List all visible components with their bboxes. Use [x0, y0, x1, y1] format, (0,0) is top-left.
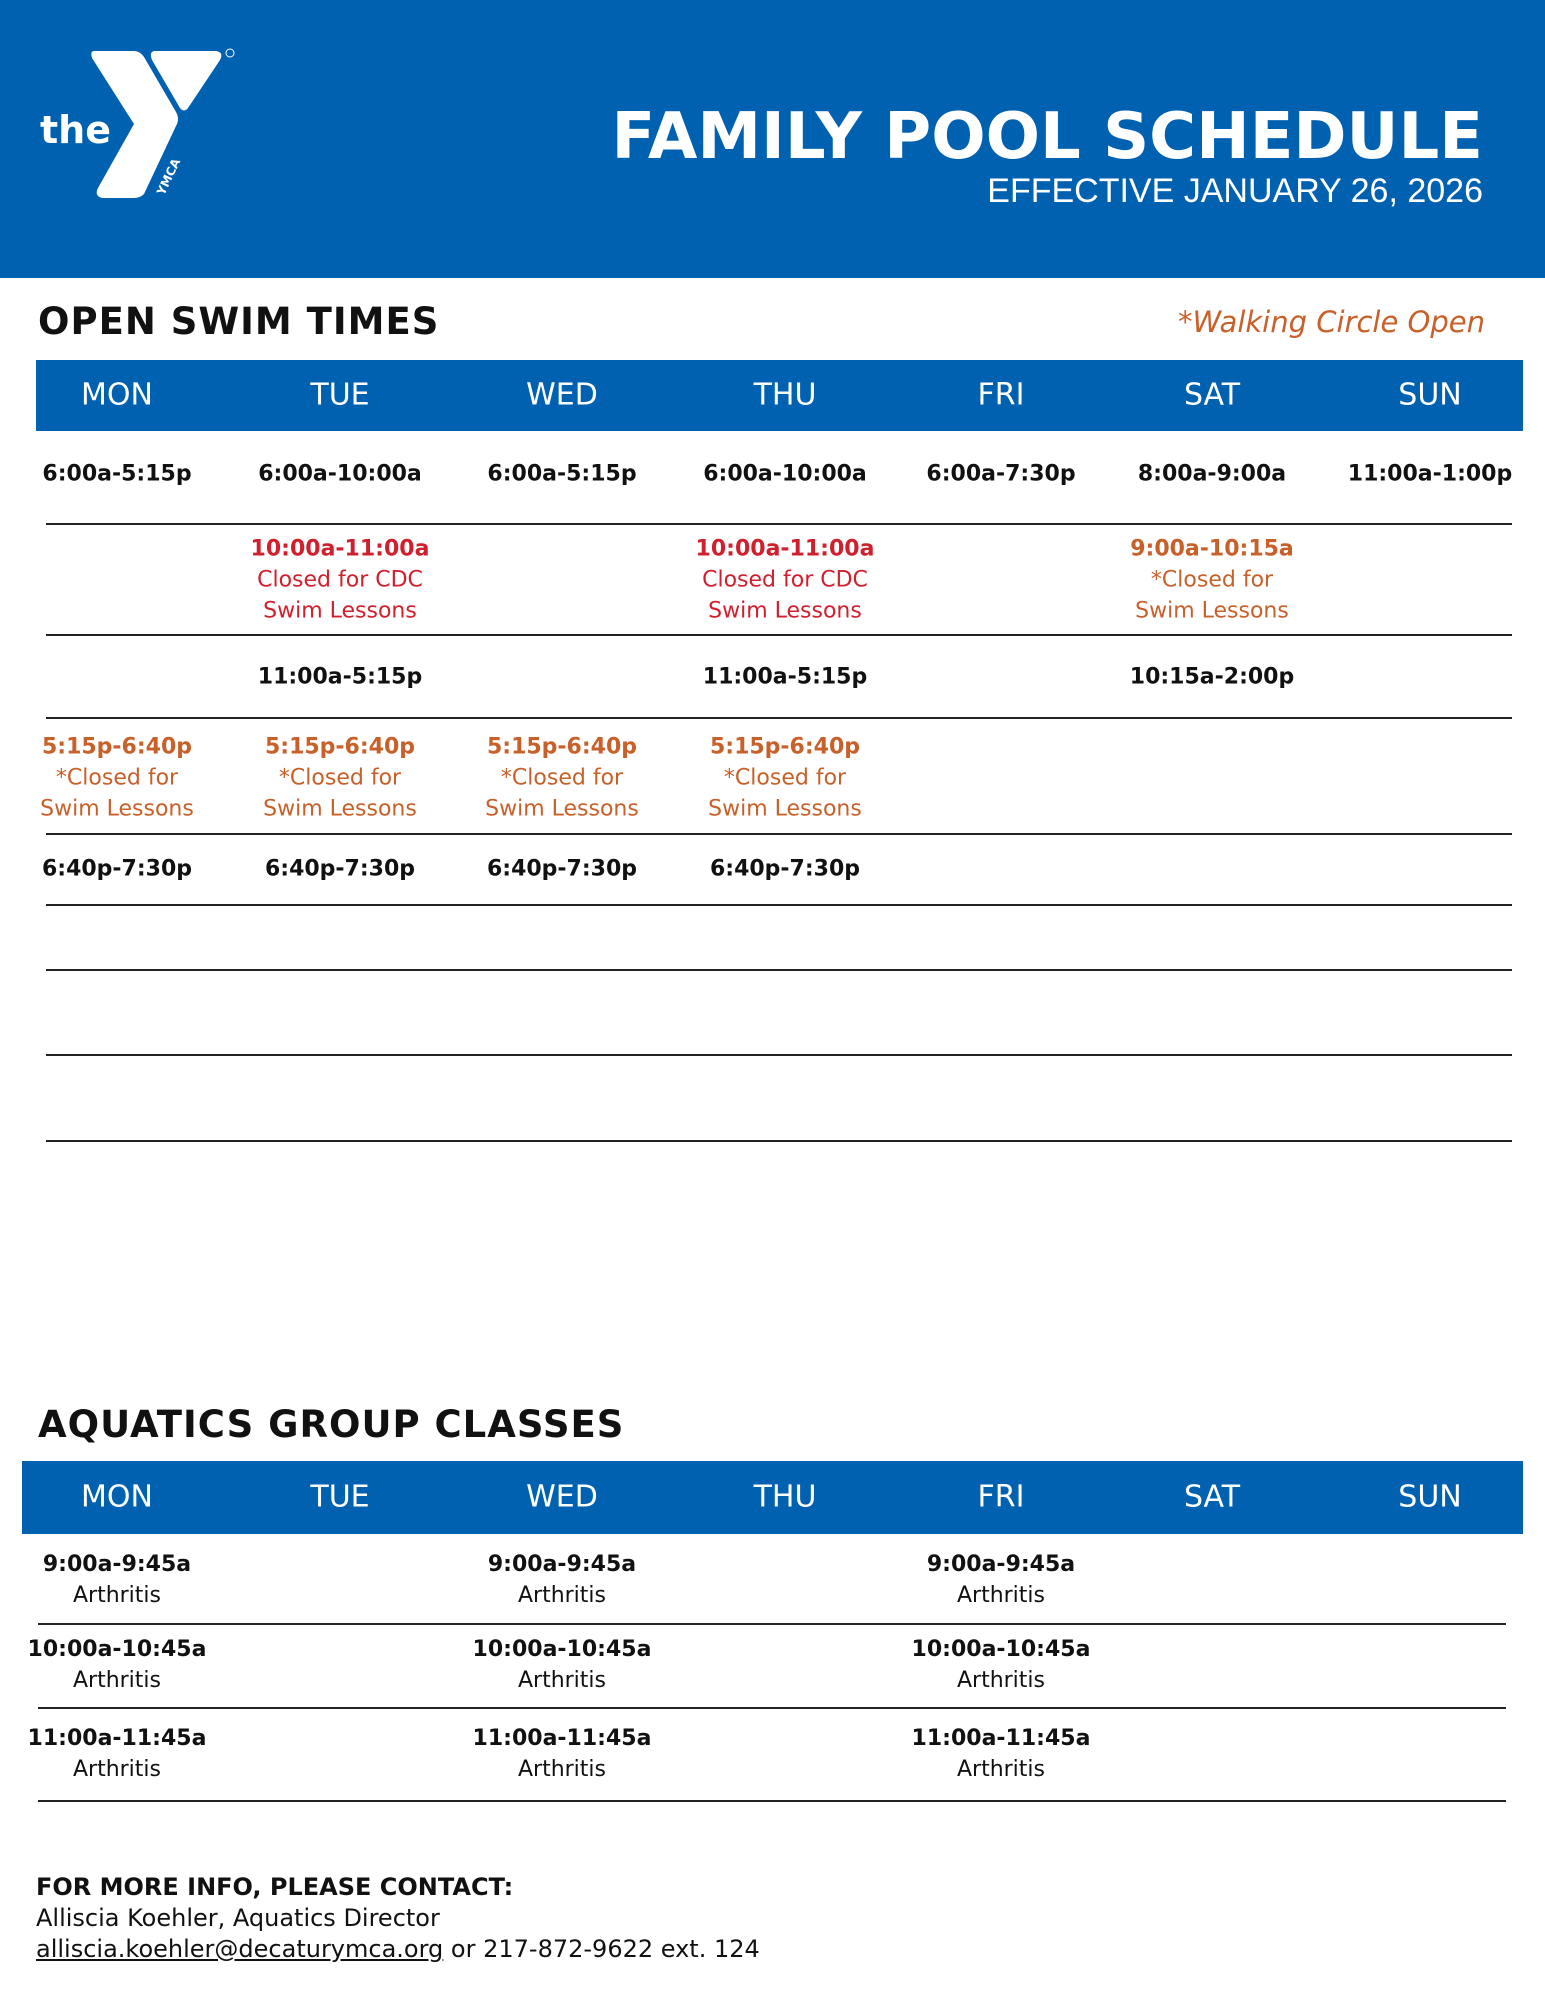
time-slot: 11:00a-5:15p [257, 664, 423, 690]
day-header-tue: TUE [310, 377, 370, 413]
schedule-cell [473, 1723, 652, 1785]
row-divider [38, 1707, 1506, 1709]
schedule-cell [40, 732, 194, 825]
time-slot: 10:00a-10:45a [472, 1637, 652, 1662]
time-slot: 10:00a-11:00a [695, 536, 875, 562]
group-classes-title: AQUATICS GROUP CLASSES [38, 1403, 625, 1446]
slot-note: Closed for CDC [257, 567, 423, 593]
day-header-fri: FRI [977, 377, 1025, 413]
slot-note: Arthritis [72, 1583, 162, 1608]
time-slot: 11:00a-5:15p [702, 664, 868, 690]
slot-note: Arthritis [517, 1583, 607, 1608]
schedule-cell [703, 459, 867, 490]
slot-note: Swim Lessons [708, 796, 862, 822]
schedule-cell [696, 534, 875, 627]
row-divider [46, 717, 1512, 719]
day-header-mon: MON [81, 377, 153, 413]
time-slot: 10:00a-11:00a [250, 536, 430, 562]
row-divider [46, 634, 1512, 636]
contact-info [36, 1872, 760, 1965]
day-header-wed: WED [526, 1479, 598, 1515]
schedule-cell [912, 1634, 1091, 1696]
open-swim-title: OPEN SWIM TIMES [38, 300, 440, 343]
page-title: FAMILY POOL SCHEDULE [611, 100, 1483, 174]
day-header-sat: SAT [1183, 1479, 1241, 1515]
time-slot: 6:40p-7:30p [41, 856, 193, 882]
svg-text:YMCA: YMCA [154, 156, 184, 198]
walking-circle-note: *Walking Circle Open [1177, 305, 1485, 339]
day-header-sun: SUN [1398, 1479, 1462, 1515]
schedule-cell [488, 1549, 636, 1611]
time-slot: 11:00a-11:45a [27, 1726, 207, 1751]
day-header-thu: THU [753, 377, 817, 413]
time-slot: 9:00a-9:45a [926, 1552, 1076, 1577]
row-divider [46, 523, 1512, 525]
row-divider [38, 1623, 1506, 1625]
time-slot: 5:15p-6:40p [486, 734, 638, 760]
schedule-cell [926, 459, 1075, 490]
schedule-cell [258, 459, 422, 490]
time-slot: 6:40p-7:30p [264, 856, 416, 882]
slot-note: Swim Lessons [40, 796, 194, 822]
slot-note: Arthritis [517, 1668, 607, 1693]
slot-note: Swim Lessons [708, 598, 862, 624]
schedule-cell [1130, 662, 1294, 693]
time-slot: 11:00a-11:45a [472, 1726, 652, 1751]
slot-note: Closed for CDC [702, 567, 868, 593]
row-divider [46, 969, 1512, 971]
time-slot: 9:00a-10:15a [1130, 536, 1294, 562]
schedule-cell [265, 854, 415, 885]
slot-note: Arthritis [517, 1757, 607, 1782]
contact-email-link[interactable]: alliscia.koehler@decaturymca.org [36, 1935, 444, 1963]
slot-note: *Closed for [723, 765, 847, 791]
schedule-cell [42, 854, 192, 885]
schedule-cell [263, 732, 417, 825]
time-slot: 6:00a-10:00a [258, 461, 422, 487]
svg-text:the: the [40, 108, 111, 152]
ymca-logo [36, 46, 246, 206]
schedule-cell [42, 459, 191, 490]
slot-note: *Closed for [500, 765, 624, 791]
day-header-sun: SUN [1398, 377, 1462, 413]
row-divider [46, 833, 1512, 835]
row-divider [38, 1800, 1506, 1802]
time-slot: 6:00a-10:00a [703, 461, 867, 487]
time-slot: 10:00a-10:45a [911, 1637, 1091, 1662]
slot-note: Arthritis [956, 1583, 1046, 1608]
slot-note: Arthritis [956, 1757, 1046, 1782]
schedule-cell [710, 854, 860, 885]
time-slot: 6:00a-7:30p [926, 461, 1076, 487]
row-divider [46, 1140, 1512, 1142]
slot-note: Swim Lessons [263, 598, 417, 624]
header-banner [0, 0, 1545, 278]
slot-note: Swim Lessons [263, 796, 417, 822]
schedule-cell [1138, 459, 1286, 490]
row-divider [46, 1054, 1512, 1056]
schedule-cell [43, 1549, 191, 1611]
schedule-cell [485, 732, 639, 825]
day-header-fri: FRI [977, 1479, 1025, 1515]
time-slot: 5:15p-6:40p [709, 734, 861, 760]
schedule-cell [473, 1634, 652, 1696]
effective-date: EFFECTIVE JANUARY 26, 2026 [987, 172, 1483, 210]
slot-note: Arthritis [72, 1757, 162, 1782]
day-header-wed: WED [526, 377, 598, 413]
day-header-thu: THU [753, 1479, 817, 1515]
slot-note: Arthritis [72, 1668, 162, 1693]
time-slot: 10:00a-10:45a [27, 1637, 207, 1662]
schedule-cell [703, 662, 867, 693]
schedule-cell [28, 1723, 207, 1785]
schedule-cell [708, 732, 862, 825]
schedule-cell [251, 534, 430, 627]
contact-phone: or 217-872-9622 ext. 124 [443, 1935, 760, 1963]
slot-note: Arthritis [956, 1668, 1046, 1693]
day-header-tue: TUE [310, 1479, 370, 1515]
slot-note: *Closed for [278, 765, 402, 791]
time-slot: 9:00a-9:45a [42, 1552, 192, 1577]
day-header-mon: MON [81, 1479, 153, 1515]
contact-heading: FOR MORE INFO, PLEASE CONTACT: [36, 1873, 514, 1901]
time-slot: 6:40p-7:30p [709, 856, 861, 882]
time-slot: 5:15p-6:40p [264, 734, 416, 760]
time-slot: 6:00a-5:15p [487, 461, 637, 487]
schedule-cell [258, 662, 422, 693]
time-slot: 6:00a-5:15p [42, 461, 192, 487]
slot-note: Swim Lessons [1135, 598, 1289, 624]
slot-note: *Closed for [1150, 567, 1274, 593]
schedule-cell [1348, 459, 1512, 490]
time-slot: 11:00a-11:45a [911, 1726, 1091, 1751]
time-slot: 5:15p-6:40p [41, 734, 193, 760]
contact-name: Alliscia Koehler, Aquatics Director [36, 1904, 440, 1932]
slot-note: Swim Lessons [485, 796, 639, 822]
slot-note: *Closed for [55, 765, 179, 791]
schedule-cell [1130, 534, 1294, 627]
time-slot: 6:40p-7:30p [486, 856, 638, 882]
schedule-cell [487, 854, 637, 885]
time-slot: 10:15a-2:00p [1129, 664, 1295, 690]
time-slot: 11:00a-1:00p [1347, 461, 1513, 487]
time-slot: 8:00a-9:00a [1137, 461, 1287, 487]
schedule-cell [927, 1549, 1075, 1611]
time-slot: 9:00a-9:45a [487, 1552, 637, 1577]
schedule-cell [28, 1634, 207, 1696]
schedule-cell [487, 459, 636, 490]
day-header-sat: SAT [1183, 377, 1241, 413]
schedule-cell [912, 1723, 1091, 1785]
row-divider [46, 904, 1512, 906]
